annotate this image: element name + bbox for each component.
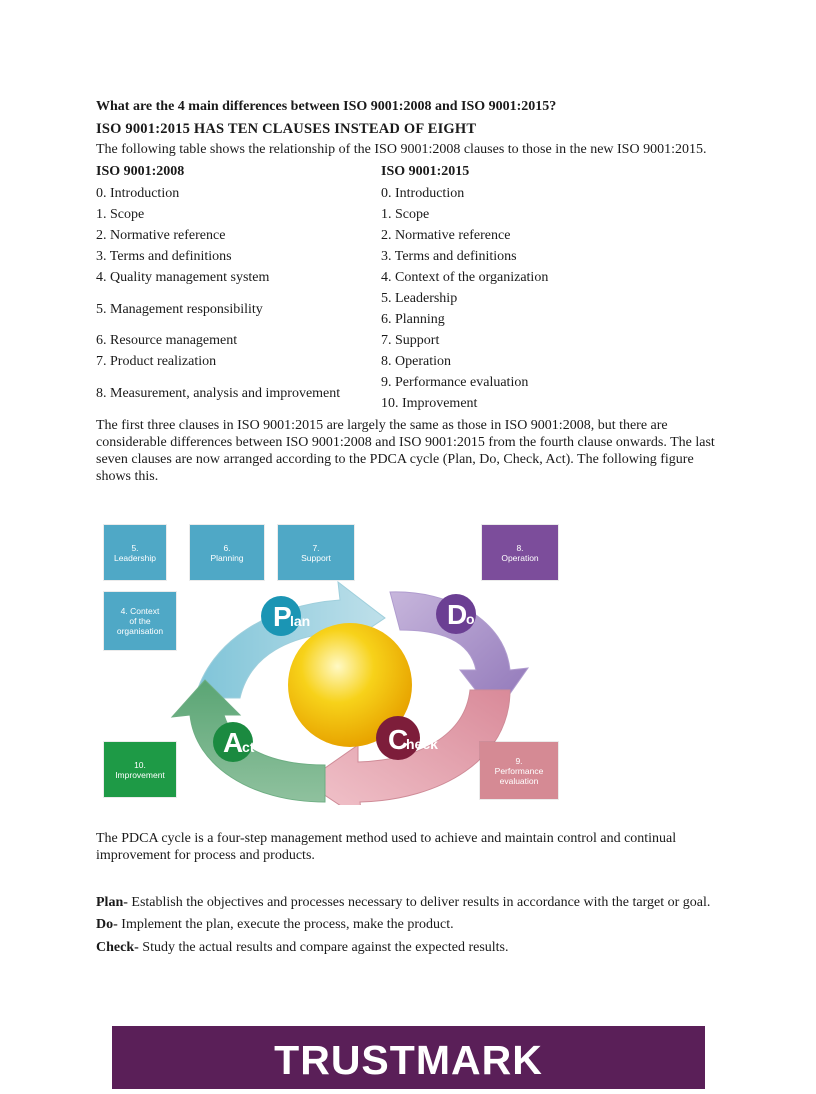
context-box	[104, 592, 176, 650]
document-body	[96, 98, 726, 485]
clause-2015: 7. Support	[381, 333, 440, 348]
clause-2015: 8. Operation	[381, 354, 451, 369]
table-row	[96, 267, 696, 288]
clause-2015: 5. Leadership	[381, 291, 458, 306]
performance-num: 9.	[515, 755, 523, 766]
check-term: Check-	[96, 940, 139, 955]
clause-2008: 3. Terms and definitions	[96, 249, 232, 264]
clause-2015: 10. Improvement	[381, 396, 478, 411]
improvement-num: 10.	[134, 759, 146, 770]
performance-box	[480, 742, 558, 799]
plan-text: Establish the objectives and processes necessary to deliver results in accordance with the target or goal.	[127, 895, 711, 910]
plan-definition	[96, 894, 726, 911]
operation-label: Operation	[501, 552, 539, 563]
clause-2015: 6. Planning	[381, 312, 445, 327]
do-rest: o	[466, 611, 475, 627]
check-definition	[96, 939, 726, 956]
clause-2015: 9. Performance evaluation	[381, 375, 529, 390]
operation-box	[482, 525, 558, 580]
support-label: Support	[301, 552, 331, 563]
table-row	[96, 372, 696, 393]
clause-2008: 2. Normative reference	[96, 228, 226, 243]
leadership-num: 5.	[131, 542, 139, 553]
col-header-2015: ISO 9001:2015	[381, 164, 470, 179]
clause-2015: 4. Context of the organization	[381, 270, 549, 285]
performance-label-2: evaluation	[499, 775, 539, 786]
clause-2008: 4. Quality management system	[96, 270, 270, 285]
clause-2015: 2. Normative reference	[381, 228, 511, 243]
act-rest: ct	[242, 739, 255, 755]
table-row	[96, 330, 696, 351]
table-row	[96, 246, 696, 267]
pdca-description	[96, 830, 726, 864]
operation-num: 8.	[516, 542, 524, 553]
context-label-3: organisation	[116, 626, 164, 636]
check-text: Study the actual results and compare against the expected results.	[138, 940, 509, 955]
leadership-box	[104, 525, 166, 580]
pdca-definitions	[96, 894, 726, 956]
clause-2008: 1. Scope	[96, 207, 145, 222]
context-label-1: 4. Context	[120, 606, 160, 616]
planning-box	[190, 525, 264, 580]
do-term: Do-	[96, 917, 118, 932]
clause-2008: 7. Product realization	[96, 354, 217, 369]
planning-label: Planning	[210, 552, 244, 563]
clause-2015: 3. Terms and definitions	[381, 249, 517, 264]
act-letter: A	[223, 727, 244, 758]
table-row	[96, 183, 696, 204]
clause-2015: 0. Introduction	[381, 186, 465, 201]
plan-rest: lan	[290, 613, 311, 629]
clause-comparison-table	[96, 162, 696, 414]
table-header-row	[96, 162, 696, 183]
support-box	[278, 525, 354, 580]
leadership-label: Leadership	[113, 552, 157, 563]
plan-term: Plan-	[96, 895, 128, 910]
improvement-box	[104, 742, 176, 797]
clause-2008: 6. Resource management	[96, 333, 238, 348]
table-row	[96, 288, 696, 309]
pdca-intro-paragraph: The first three clauses in ISO 9001:2015 are largely the same as those in ISO 9001:2008, but there are considerable differences between ISO 9001:2008 and ISO 9001:2015 from the fourth clause onwards. The last seven clauses are now arranged according to the PDCA cycle (Plan, Do, Check, Act). The following figure shows this.	[96, 418, 715, 484]
table-row	[96, 351, 696, 372]
question-heading: What are the 4 main differences between ISO 9001:2008 and ISO 9001:2015?	[96, 99, 557, 114]
check-rest: heck	[406, 736, 438, 752]
check-letter: C	[388, 724, 409, 755]
section-heading: ISO 9001:2015 HAS TEN CLAUSES INSTEAD OF EIGHT	[96, 121, 477, 137]
trustmark-banner: TRUSTMARK	[112, 1026, 705, 1089]
intro-paragraph: The following table shows the relationship of the ISO 9001:2008 clauses to those in the new ISO 9001:2015.	[96, 142, 707, 157]
plan-letter: P	[273, 601, 292, 632]
context-label-2: of the	[129, 616, 151, 626]
table-row	[96, 204, 696, 225]
clause-2015: 1. Scope	[381, 207, 430, 222]
planning-num: 6.	[223, 542, 231, 553]
clause-2008: 0. Introduction	[96, 186, 180, 201]
performance-label-1: Performance	[494, 765, 544, 776]
clause-2008: 8. Measurement, analysis and improvement	[96, 385, 341, 401]
pdca-paragraph: The PDCA cycle is a four-step management method used to achieve and maintain control and continual improvement for process and products.	[96, 831, 677, 863]
table-row	[96, 225, 696, 246]
pdca-figure	[100, 520, 565, 805]
do-text: Implement the plan, execute the process, make the product.	[117, 917, 454, 932]
clause-2008: 5. Management responsibility	[96, 301, 263, 317]
col-header-2008: ISO 9001:2008	[96, 164, 185, 179]
improvement-label: Improvement	[115, 769, 165, 780]
support-num: 7.	[312, 542, 320, 553]
do-letter: D	[447, 599, 468, 630]
do-definition	[96, 916, 726, 933]
